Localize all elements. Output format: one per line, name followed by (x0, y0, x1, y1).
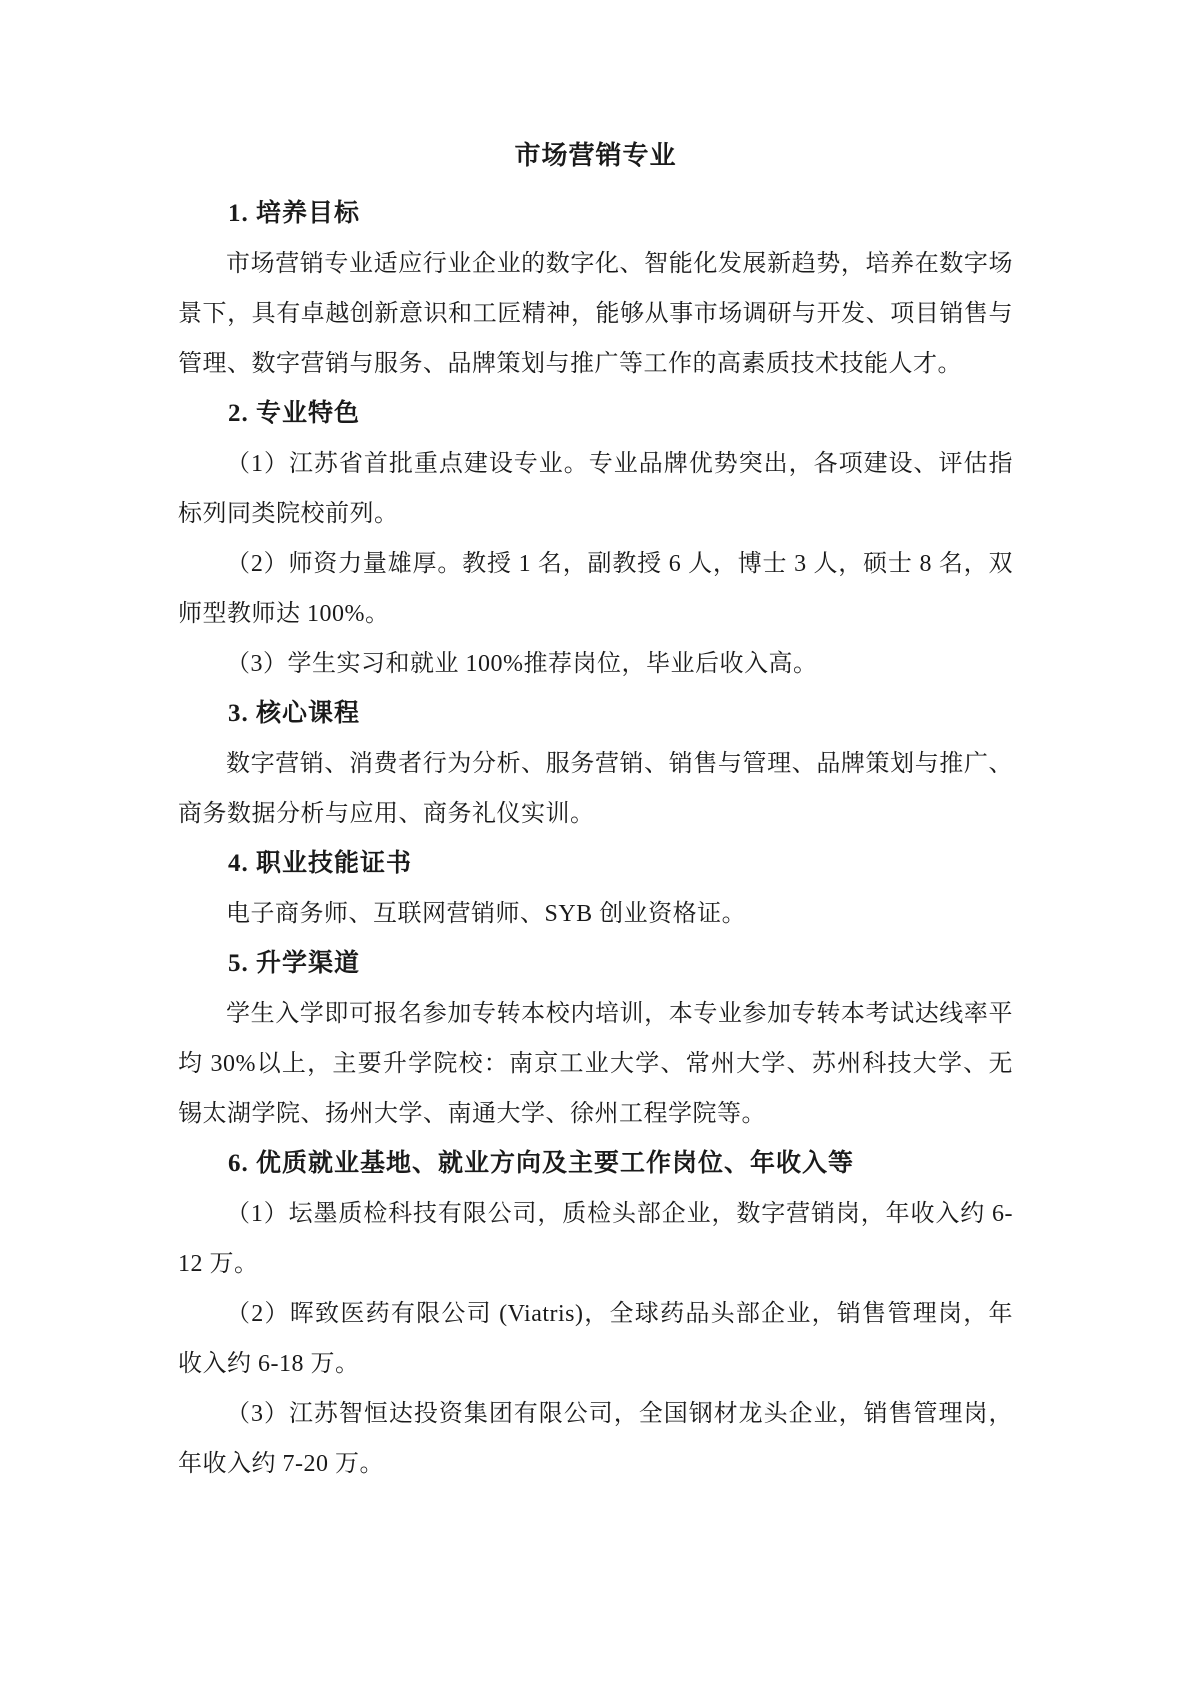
section-vocational-certificates-heading: 4. 职业技能证书 (228, 850, 413, 877)
paragraph: （2）晖致医药有限公司 (Viatris)，全球药品头部企业，销售管理岗，年收入约 6-18 万。 (178, 1301, 1013, 1377)
section-employment (178, 1139, 1013, 1489)
paragraph: （1）江苏省首批重点建设专业。专业品牌优势突出，各项建设、评估指标列同类院校前列。 (178, 451, 1013, 527)
section-vocational-certificates (178, 839, 1013, 939)
paragraph: （3）学生实习和就业 100%推荐岗位，毕业后收入高。 (226, 651, 818, 677)
section-program-features (178, 389, 1013, 689)
paragraph: 学生入学即可报名参加专转本校内培训，本专业参加专转本考试达线率平均 30%以上，主要升学院校：南京工业大学、常州大学、苏州科技大学、无锡太湖学院、扬州大学、南通大学、徐州工程学院等。 (178, 1001, 1013, 1127)
section-further-education (178, 939, 1013, 1139)
section-employment-heading: 6. 优质就业基地、就业方向及主要工作岗位、年收入等 (228, 1150, 855, 1177)
document-title: 市场营销专业 (514, 141, 677, 170)
paragraph: （1）坛墨质检科技有限公司，质检头部企业，数字营销岗，年收入约 6-12 万。 (178, 1201, 1013, 1277)
paragraph: （2）师资力量雄厚。教授 1 名，副教授 6 人，博士 3 人，硕士 8 名，双师型教师达 100%。 (178, 551, 1013, 627)
section-core-courses-heading: 3. 核心课程 (228, 700, 361, 727)
section-training-objectives-heading: 1. 培养目标 (228, 200, 361, 227)
paragraph: 市场营销专业适应行业企业的数字化、智能化发展新趋势，培养在数字场景下，具有卓越创新意识和工匠精神，能够从事市场调研与开发、项目销售与管理、数字营销与服务、品牌策划与推广等工作的高素质技术技能人才。 (178, 251, 1013, 377)
section-program-features-heading: 2. 专业特色 (228, 400, 361, 427)
section-further-education-heading: 5. 升学渠道 (228, 950, 361, 977)
paragraph: 电子商务师、互联网营销师、SYB 创业资格证。 (226, 901, 747, 927)
paragraph: （3）江苏智恒达投资集团有限公司，全国钢材龙头企业，销售管理岗，年收入约 7-20 万。 (178, 1401, 1013, 1477)
section-training-objectives (178, 189, 1013, 389)
paragraph: 数字营销、消费者行为分析、服务营销、销售与管理、品牌策划与推广、商务数据分析与应用、商务礼仪实训。 (178, 751, 1013, 827)
section-core-courses (178, 689, 1013, 839)
